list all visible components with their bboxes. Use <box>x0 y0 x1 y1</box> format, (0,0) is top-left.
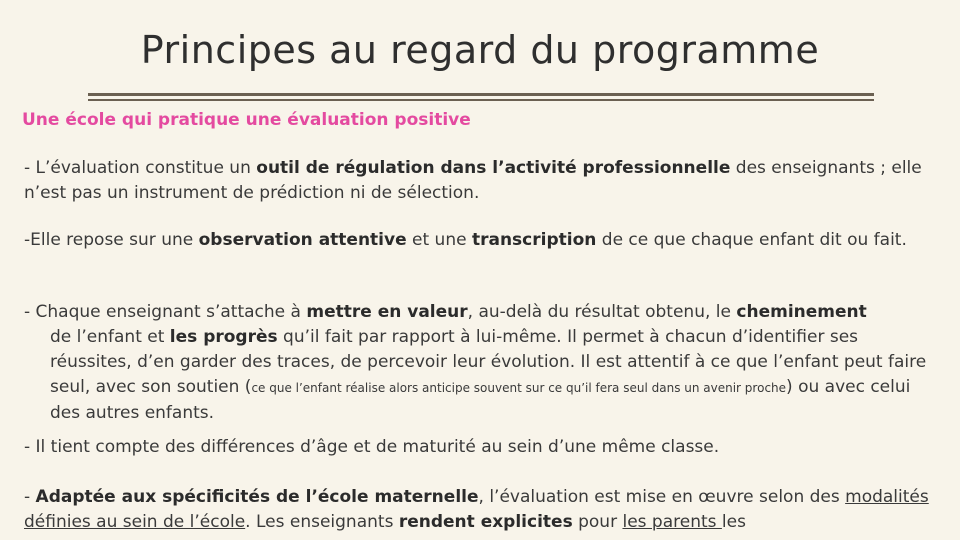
paragraph-observation <box>24 228 944 253</box>
p3-prefix: - Chaque enseignant s’attache à <box>24 302 307 322</box>
paragraph-regulation <box>24 156 944 206</box>
p1-suffix: des enseignants ; elle n’est pas un instrument de prédiction ni de sélection. <box>24 158 922 203</box>
slide-title: Principes au regard du programme <box>140 28 820 72</box>
title-divider-bottom <box>88 99 874 101</box>
p1-prefix: - L’évaluation constitue un <box>24 158 257 178</box>
p3-line2b: qu’il fait par rapport à lui-même. Il permet à chacun d’identifier ses réussites, d’en garder des traces, de percevoir leur évolution. <box>50 327 859 372</box>
p3-bold3: les progrès <box>169 327 278 347</box>
p3-mid1: , au-delà du résultat obtenu, le <box>467 302 737 322</box>
p5-mid2: . Les enseignants <box>245 512 399 532</box>
p2-mid: et une <box>406 230 472 250</box>
paragraph-adaptation <box>24 485 944 535</box>
p2-prefix: -Elle repose sur une <box>24 230 199 250</box>
p3-line4end: ) ou avec celui des autres enfants. <box>50 377 911 423</box>
p2-bold2: transcription <box>471 230 597 250</box>
section-subtitle: Une école qui pratique une évaluation positive <box>22 110 471 130</box>
p5-prefix: - <box>24 487 36 507</box>
p2-suffix: de ce que chaque enfant dit ou fait. <box>596 230 907 250</box>
p5-under2: les parents <box>622 512 722 532</box>
p3-bold1: mettre en valeur <box>306 302 468 322</box>
p5-mid1: , l’évaluation est mise en œuvre selon des <box>478 487 846 507</box>
p5-bold1: Adaptée aux spécificités de l’école maternelle <box>35 487 479 507</box>
p5-bold2: rendent explicites <box>398 512 573 532</box>
paragraph-differences: - Il tient compte des différences d’âge et de maturité au sein d’une même classe. <box>24 437 720 457</box>
p3-bold2: cheminement <box>736 302 867 322</box>
p5-suffix: les <box>721 512 746 532</box>
p2-bold1: observation attentive <box>198 230 407 250</box>
p3-line2a: de l’enfant et <box>50 327 170 347</box>
p3-small-note: ce que l’enfant réalise alors anticipe souvent sur ce qu’il fera seul dans un avenir proche <box>251 381 787 395</box>
title-divider-top <box>88 93 874 96</box>
paragraph-progress <box>24 300 944 426</box>
p3-line2 <box>24 325 944 426</box>
p1-bold: outil de régulation dans l’activité professionnelle <box>256 158 731 178</box>
p5-under1: modalités définies au sein de l’école <box>24 487 929 532</box>
p3-line4: Il est attentif à ce que l’enfant peut faire seul, avec son soutien ( <box>50 352 927 397</box>
p5-mid3: pour <box>572 512 623 532</box>
